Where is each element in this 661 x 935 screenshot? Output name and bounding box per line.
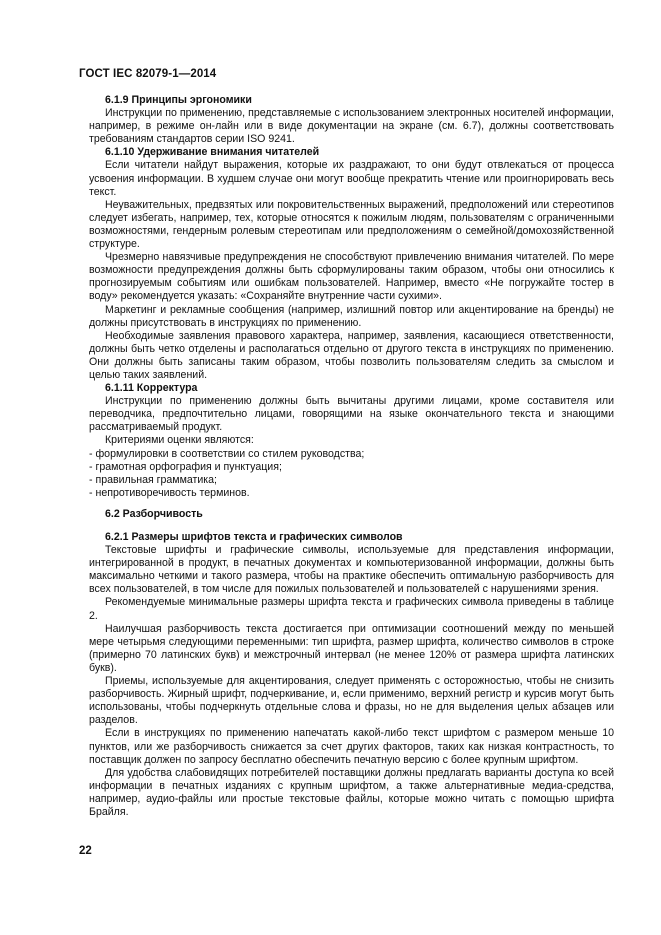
section-heading-6-1-10: 6.1.10 Удерживание внимания читателей [105,146,320,159]
document-header: ГОСТ IEC 82079-1—2014 [79,68,217,80]
paragraph: Наилучшая разборчивость текста достигается при оптимизации соотношений между по меньшей мере четырьмя следующими переменными: тип шрифта, размер шрифта, количество символов в строке (примерно 70 латинских букв) и межстрочный интервал (не менее 120% от размера шрифта латинских букв). [89,622,614,674]
paragraph: Рекомендуемые минимальные размеры шрифта текста и графических символа приведены в таблице 2. [89,596,614,622]
paragraph: Критериями оценки являются: [105,434,254,447]
paragraph: Необходимые заявления правового характера, например, заявления, касающиеся ответственности, должны быть четко отделены и располагаться отдельно от другого текста в инструкциях по применению. Они должны быть записаны таким образом, чтобы позволить пользователям следить за смыслом и целью таких заявлений. [89,329,614,381]
list-item: - формулировки в соответствии со стилем руководства; [89,447,365,460]
paragraph: Инструкции по применению должны быть вычитаны другими лицами, кроме составителя или переводчика, предпочтительно лицами, говорящими на языке окончательного текста и знающими рассматриваемый продукт. [89,395,614,434]
paragraph: Чрезмерно навязчивые предупреждения не способствуют привлечению внимания читателей. По мере возможности предупреждения должны быть сформулированы таким образом, чтобы они относились к прогнозируемым событиям или ошибкам пользователей. Например, вместо «Не погружайте тостер в воду» рекомендуется указать: «Сохраняйте внутренние части сухими». [89,251,614,303]
paragraph: Инструкции по применению, представляемые с использованием электронных носителей информации, например, в режиме он-лайн или в виде документации на экране (см. 6.7), должны соответствовать требованиям стандартов серии ISO 9241. [89,107,614,146]
section-heading-6-1-9: 6.1.9 Принципы эргономики [105,94,252,106]
paragraph: Приемы, используемые для акцентирования, следует применять с осторожностью, чтобы не снизить разборчивость. Жирный шрифт, подчеркивание, и, если применимо, верхний регистр и курсив могут быть использованы, чтобы подчеркнуть отдельные слова и фразы, но не для выделения целых абзацев или разделов. [89,675,614,727]
paragraph: Маркетинг и рекламные сообщения (например, излишний повтор или акцентирование на бренды) не должны присутствовать в инструкциях по применению. [89,303,614,329]
paragraph: Для удобства слабовидящих потребителей поставщики должны предлагать варианты доступа ко всей информации в печатных изданиях с крупным шрифтом, а также альтернативные медиа-средства, например, аудио-файлы или простые текстовые файлы, которые можно читать с помощью шрифта Брайля. [89,766,614,818]
paragraph: Если читатели найдут выражения, которые их раздражают, то они будут отвлекаться от процесса усвоения информации. В худшем случае они могут вообще прекратить чтение или проигнорировать весь текст. [89,159,614,198]
paragraph: Если в инструкциях по применению напечатать какой-либо текст шрифтом с размером меньше 10 пунктов, или же разборчивость снижается за счет других факторов, таких как низкая контрастность, то поставщик должен по запросу бесплатно обеспечить печатную версию с более крупным шрифтом. [89,727,614,766]
list-item: - правильная грамматика; [89,473,218,486]
document-body [89,94,614,819]
page-number: 22 [79,845,92,857]
section-heading-6-1-11: 6.1.11 Корректура [105,382,198,395]
list-item: - непротиворечивость терминов. [89,486,250,499]
paragraph: Неуважительных, предвзятых или покровительственных выражений, предположений или стереотипов следует избегать, например, тех, которые относятся к пожилым людям, пользователям с ограниченными возможностями, гендерным ролевым стереотипам или предположениям о семейной/домохозяйственной структуре. [89,198,614,251]
list-item: - грамотная орфография и пунктуация; [89,460,282,473]
section-heading-6-2: 6.2 Разборчивость [105,507,203,520]
section-heading-6-2-1: 6.2.1 Размеры шрифтов текста и графических символов [105,531,403,543]
paragraph: Текстовые шрифты и графические символы, используемые для представления информации, интегрированной в продукт, в печатных документах и компьютеризованной информации, должны быть максимально четкими и такого размера, чтобы на практике обеспечить оптимальную разборчивость для всех пользователей, в том числе для пожилых пользователей и пользователей с нарушениями зрения. [89,544,614,596]
